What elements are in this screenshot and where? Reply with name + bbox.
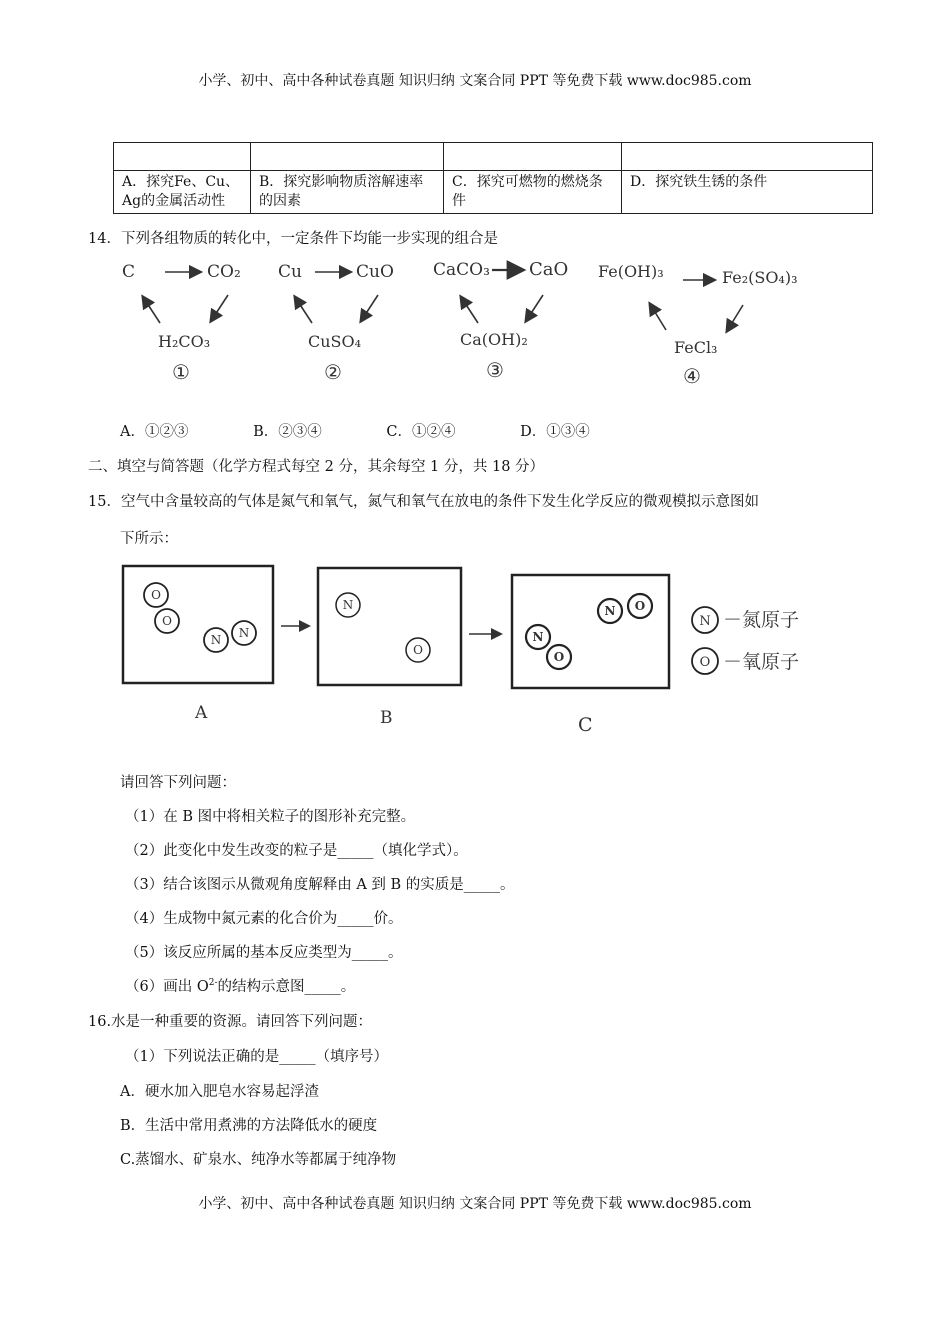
diagram-4 [598, 262, 798, 388]
d4-bottom: FeCl₃ [674, 338, 718, 357]
atom-o: O [634, 599, 646, 613]
d4-number: ④ [683, 364, 701, 388]
page-footer: 小学、初中、高中各种试卷真题 知识归纳 文案合同 PPT 等免费下载 www.doc985.com [198, 1196, 752, 1212]
d2-top-left: Cu [278, 262, 302, 282]
q14-choices [120, 420, 650, 441]
legend [692, 607, 718, 674]
diagram-1 [122, 262, 241, 384]
atom-o: O [553, 650, 565, 664]
legend-o-symbol: O [699, 655, 711, 670]
table-cell-d: D．探究铁生锈的条件 [622, 171, 873, 214]
q16-option-b: B．生活中常用煮沸的方法降低水的硬度 [120, 1118, 378, 1134]
q14-stem: 14．下列各组物质的转化中，一定条件下均能一步实现的组合是 [88, 231, 498, 247]
q15-sub5: （5）该反应所属的基本反应类型为_____。 [125, 945, 403, 961]
atom-n: N [532, 630, 544, 644]
q16-option-c: C.蒸馏水、矿泉水、纯净水等都属于纯净物 [120, 1152, 397, 1168]
atom-n: N [604, 604, 616, 618]
choice-c: C．①②④ [386, 424, 456, 440]
d3-number: ③ [486, 358, 504, 382]
table-cell-b: B．探究影响物质溶解速率的因素 [251, 171, 444, 214]
choice-a: A．①②③ [120, 424, 189, 440]
table-cell-empty [251, 143, 444, 171]
q15-sub3: （3）结合该图示从微观角度解释由 A 到 B 的实质是_____。 [125, 877, 515, 893]
q15-sub6-pre: （6）画出 O [125, 979, 209, 995]
section-2-title: 二、填空与简答题（化学方程式每空 2 分，其余每空 1 分，共 18 分） [88, 459, 545, 475]
legend-n-symbol: N [699, 614, 711, 629]
legend-o-label: －氧原子 [723, 651, 800, 673]
q14-diagrams [110, 255, 830, 390]
q15-diagram [115, 558, 835, 743]
d4-top-left: Fe(OH)₃ [598, 262, 664, 281]
label-b: B [380, 708, 393, 728]
q16-option-a: A．硬水加入肥皂水容易起浮渣 [120, 1084, 319, 1100]
q16-stem: 16.水是一种重要的资源。请回答下列问题： [88, 1014, 373, 1030]
atom-o: O [413, 643, 423, 657]
q15-prompt: 请回答下列问题： [120, 775, 236, 791]
table-cell-empty [444, 143, 622, 171]
q15-sub6 [125, 975, 355, 996]
q15-sub4: （4）生成物中氮元素的化合价为_____价。 [125, 911, 403, 927]
q15-sub1: （1）在 B 图中将相关粒子的图形补充完整。 [125, 809, 416, 825]
d3-top-right: CaO [529, 259, 569, 280]
d1-bottom: H₂CO₃ [158, 332, 211, 351]
choice-b: B．②③④ [253, 424, 322, 440]
legend-n-label: －氮原子 [723, 609, 800, 631]
q16-sub1: （1）下列说法正确的是_____（填序号） [125, 1049, 388, 1065]
atom-n: N [238, 626, 250, 640]
d1-top-left: C [122, 262, 136, 282]
label-c: C [578, 714, 593, 736]
page-header: 小学、初中、高中各种试卷真题 知识归纳 文案合同 PPT 等免费下载 www.doc985.com [198, 73, 752, 89]
d3-bottom: Ca(OH)₂ [460, 330, 528, 349]
box-b [318, 568, 461, 685]
atom-n: N [342, 598, 354, 612]
q15-sub6-superscript: 2- [208, 978, 218, 989]
diagram-3 [433, 259, 568, 382]
table-cell-a: A．探究Fe、Cu、Ag的金属活动性 [114, 171, 251, 214]
q15-sub6-post: 的结构示意图_____。 [217, 979, 356, 995]
d3-top-left: CaCO₃ [433, 260, 490, 280]
d4-top-right: Fe₂(SO₄)₃ [722, 268, 798, 287]
table-cell-empty [622, 143, 873, 171]
d1-top-right: CO₂ [207, 262, 241, 282]
q15-stem-1: 15．空气中含量较高的气体是氮气和氧气，氮气和氧气在放电的条件下发生化学反应的微观模拟示意图如 [88, 494, 759, 510]
table-cell-c: C．探究可燃物的燃烧条件 [444, 171, 622, 214]
options-table [113, 142, 873, 214]
d2-number: ② [324, 360, 342, 384]
d1-number: ① [172, 360, 190, 384]
label-a: A [195, 703, 208, 723]
q15-sub2: （2）此变化中发生改变的粒子是_____（填化学式）。 [125, 843, 468, 859]
atom-o: O [162, 614, 172, 628]
d2-bottom: CuSO₄ [308, 332, 362, 351]
table-cell-empty [114, 143, 251, 171]
choice-d: D．①③④ [520, 424, 590, 440]
q15-stem-2: 下所示： [120, 531, 178, 547]
atom-n: N [210, 633, 222, 647]
diagram-2 [278, 262, 394, 384]
atom-o: O [151, 588, 161, 602]
d2-top-right: CuO [356, 262, 394, 282]
